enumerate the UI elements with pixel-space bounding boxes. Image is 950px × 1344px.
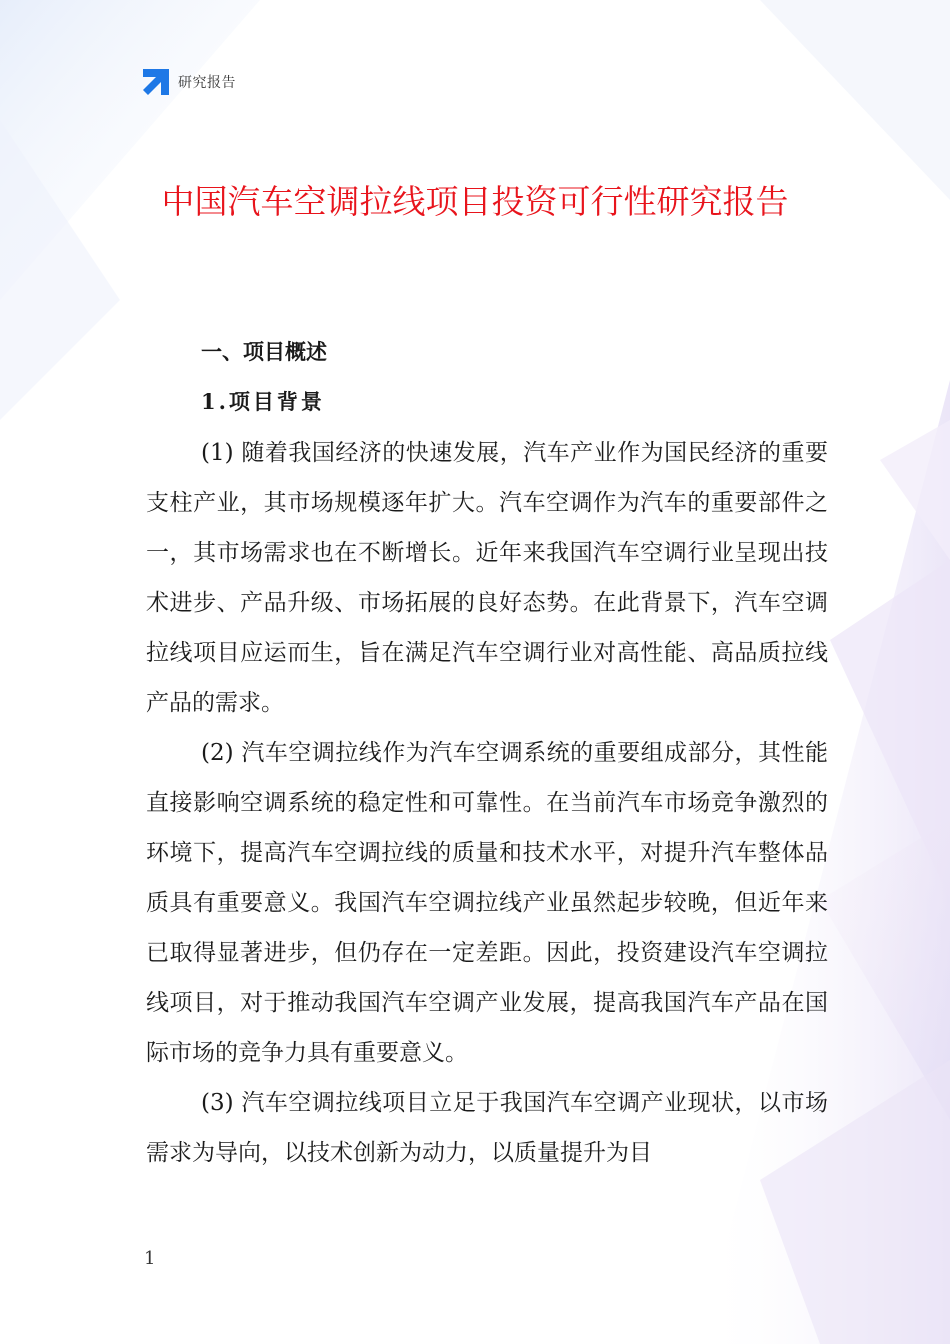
section-heading: 一、项目概述: [201, 340, 327, 364]
paragraph: (3) 汽车空调拉线项目立足于我国汽车空调产业现状，以市场需求为导向，以技术创新为动力，以质量提升为目: [146, 1090, 828, 1166]
report-header: [143, 68, 236, 96]
paragraph: (2) 汽车空调拉线作为汽车空调系统的重要组成部分，其性能直接影响空调系统的稳定性和可靠性。在当前汽车市场竞争激烈的环境下，提高汽车空调拉线的质量和技术水平，对提升汽车整体品质具有重要意义。我国汽车空调拉线产业虽然起步较晚，但近年来已取得显著进步，但仍存在一定差距。因此，投资建设汽车空调拉线项目，对于推动我国汽车空调产业发展，提高我国汽车产品在国际市场的竞争力具有重要意义。: [146, 740, 828, 1066]
diagonal-arrow-icon: [143, 69, 169, 95]
header-label: 研究报告: [178, 75, 236, 91]
document-title: 中国汽车空调拉线项目投资可行性研究报告: [161, 182, 789, 221]
page-number: 1: [144, 1248, 156, 1269]
body-text: [146, 428, 828, 1178]
paragraph: (1) 随着我国经济的快速发展，汽车产业作为国民经济的重要支柱产业，其市场规模逐年扩大。汽车空调作为汽车的重要部件之一，其市场需求也在不断增长。近年来我国汽车空调行业呈现出技术进步、产品升级、市场拓展的良好态势。在此背景下，汽车空调拉线项目应运而生，旨在满足汽车空调行业对高性能、高品质拉线产品的需求。: [146, 440, 828, 716]
sub-heading: 1.项目背景: [201, 389, 325, 414]
